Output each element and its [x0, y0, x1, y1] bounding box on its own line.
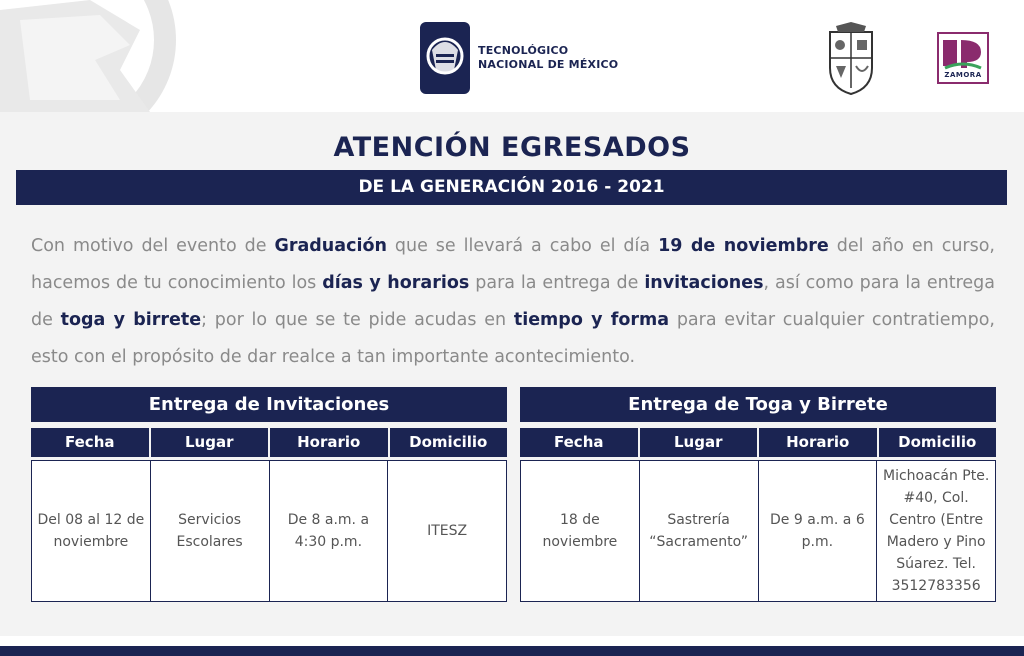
paragraph-text: , así como para la entrega de — [31, 273, 995, 330]
toga-table — [520, 387, 996, 602]
institution-name — [478, 44, 618, 72]
cell-lugar: Sastrería “Sacramento” — [640, 461, 759, 601]
footer-bar — [0, 646, 1024, 656]
paragraph-emphasis: días y horarios — [322, 273, 470, 293]
zamora-label: ZAMORA — [944, 71, 982, 79]
column-header-fecha: Fecha — [520, 428, 640, 457]
paragraph-emphasis: Graduación — [274, 236, 387, 256]
toga-table-row — [520, 460, 996, 602]
toga-header-row — [520, 428, 996, 457]
cell-domicilio: Michoacán Pte. #40, Col. Centro (Entre Madero y Pino Súarez. Tel. 3512783356 — [882, 468, 990, 594]
column-header-horario: Horario — [759, 428, 879, 457]
paragraph-emphasis: invitaciones — [644, 273, 764, 293]
paragraph-text: del año en curso, hacemos de tu conocimiento los — [31, 236, 995, 293]
decorative-emblem-icon — [0, 0, 190, 112]
paragraph-emphasis: 19 de noviembre — [658, 236, 829, 256]
paragraph-text: que se llevará a cabo el día — [386, 236, 659, 256]
announcement-paragraph — [31, 228, 995, 376]
toga-table-title: Entrega de Toga y Birrete — [520, 387, 996, 422]
column-header-fecha: Fecha — [31, 428, 151, 457]
cell-horario: De 8 a.m. a 4:30 p.m. — [270, 461, 389, 601]
cell-fecha: Del 08 al 12 de noviembre — [32, 461, 151, 601]
municipal-seal-icon — [822, 22, 880, 98]
paragraph-text: Con motivo del evento de — [31, 236, 275, 256]
column-header-horario: Horario — [270, 428, 390, 457]
cell-lugar: Servicios Escolares — [151, 461, 270, 601]
invitaciones-table-row — [31, 460, 507, 602]
cell-horario: De 9 a.m. a 6 p.m. — [759, 461, 878, 601]
column-header-domicilio: Domicilio — [879, 428, 997, 457]
paragraph-text: ; por lo que se te pide acudas en — [201, 310, 514, 330]
tecnm-logo-icon — [418, 20, 472, 96]
institution-line2: NACIONAL DE MÉXICO — [478, 58, 619, 71]
invitaciones-header-row — [31, 428, 507, 457]
paragraph-text: para evitar cualquier contratiempo, esto con el propósito de dar realce a tan importante acontecimiento. — [31, 310, 995, 367]
cell-fecha: 18 de noviembre — [521, 461, 640, 601]
column-header-domicilio: Domicilio — [390, 428, 508, 457]
invitaciones-table-title: Entrega de Invitaciones — [31, 387, 507, 422]
paragraph-emphasis: tiempo y forma — [513, 310, 670, 330]
invitaciones-table — [31, 387, 507, 602]
column-header-lugar: Lugar — [640, 428, 760, 457]
page-title: ATENCIÓN EGRESADOS — [333, 132, 691, 163]
cell-domicilio: ITESZ — [427, 523, 468, 539]
generation-banner: DE LA GENERACIÓN 2016 - 2021 — [16, 170, 1007, 205]
header — [0, 0, 1024, 112]
paragraph-text: para la entrega de — [469, 273, 645, 293]
column-header-lugar: Lugar — [151, 428, 271, 457]
paragraph-emphasis: toga y birrete — [60, 310, 202, 330]
institution-line1: TECNOLÓGICO — [478, 44, 569, 57]
